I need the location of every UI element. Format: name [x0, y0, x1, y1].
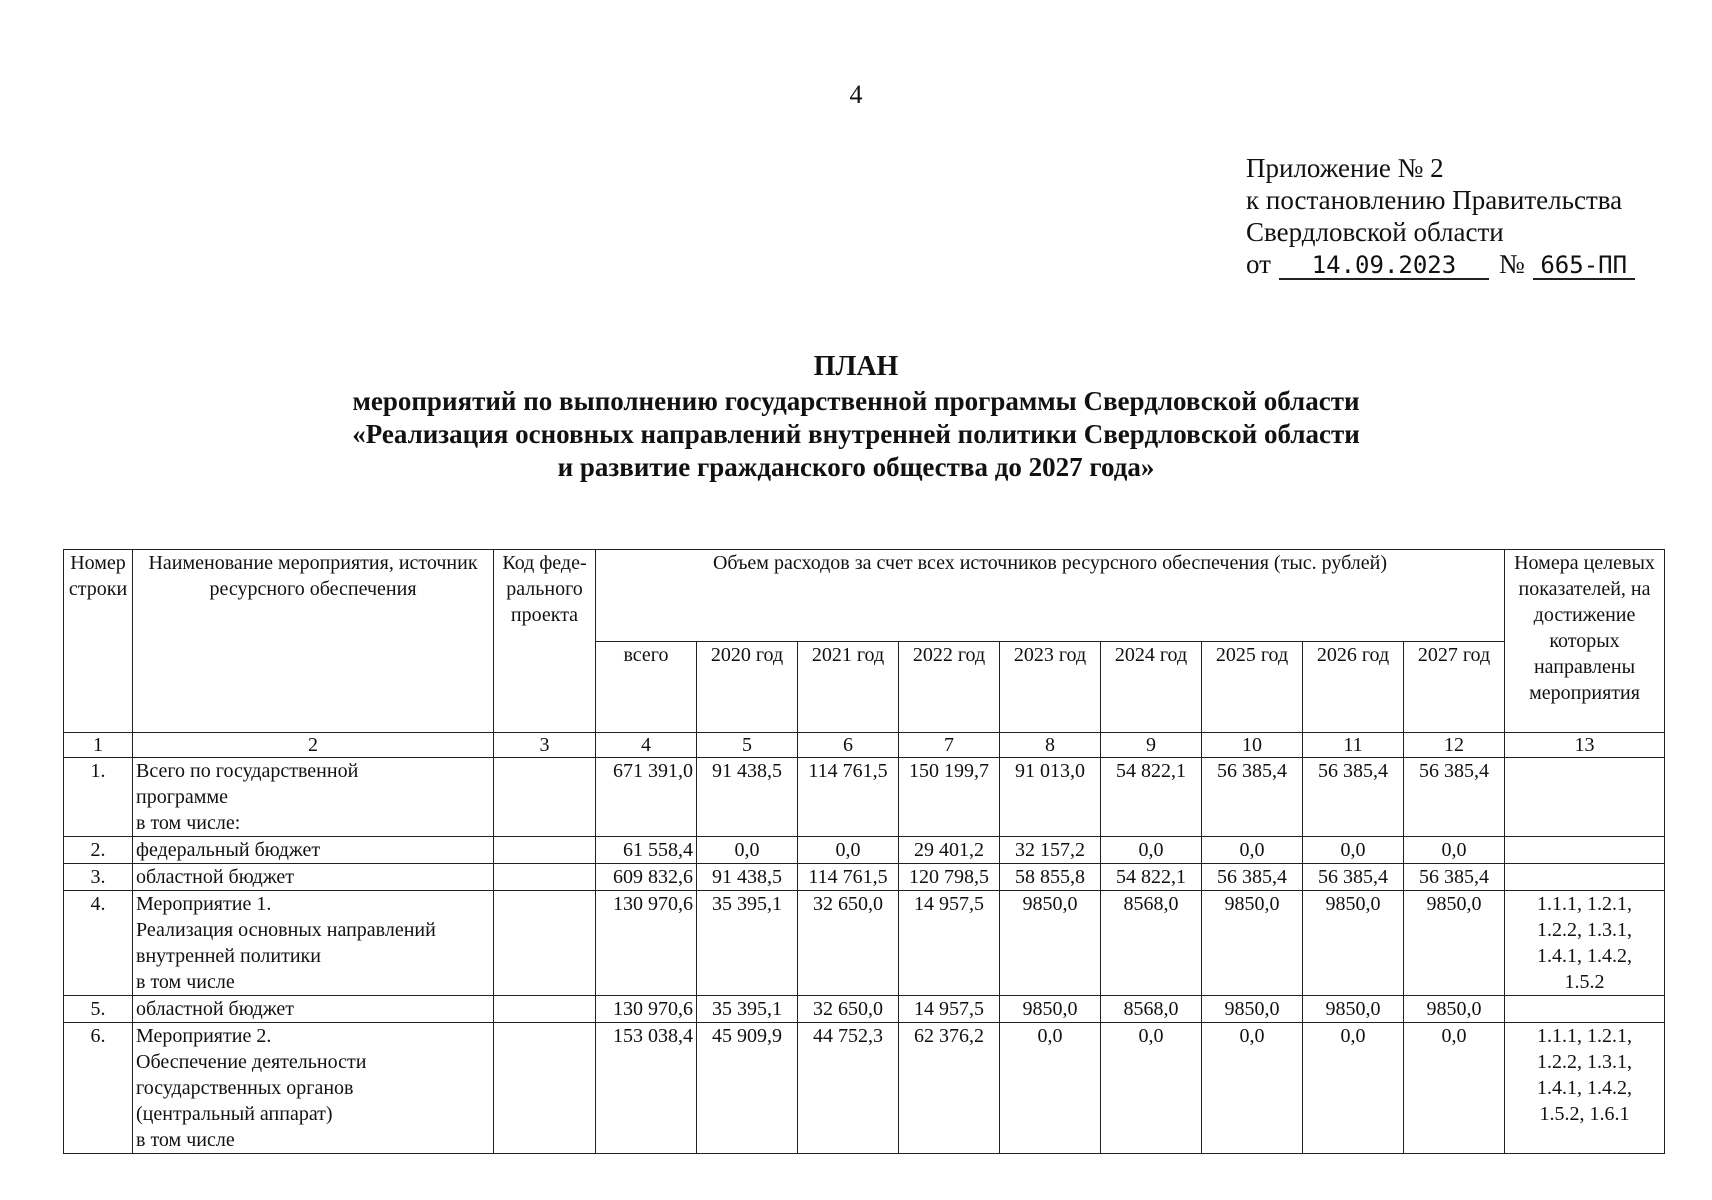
row-targets-cell [1505, 1023, 1665, 1154]
header-total: всего [596, 641, 697, 733]
row-target-line: 1.2.2, 1.3.1, [1537, 1051, 1633, 1073]
row-y2023-cell: 9850,0 [1000, 891, 1101, 996]
row-number-cell: 4. [64, 891, 133, 996]
row-y2020-cell: 91 438,5 [697, 758, 798, 837]
header-targets: Номера целевых показателей, на достижение которых направлены мероприятия [1505, 550, 1665, 733]
row-y2022-cell: 120 798,5 [899, 864, 1000, 891]
row-target-line: 1.2.2, 1.3.1, [1537, 919, 1633, 941]
row-number-cell: 5. [64, 996, 133, 1023]
title-line-3: и развитие гражданского общества до 2027 года» [557, 452, 1155, 482]
row-name-line: государственных органов [136, 1077, 354, 1099]
header-2024: 2024 год [1101, 641, 1202, 733]
row-y2023-cell: 32 157,2 [1000, 837, 1101, 864]
header-code: Код феде-рального проекта [494, 550, 596, 733]
resolution-number: 665-ПП [1533, 252, 1635, 280]
row-y2025-cell: 9850,0 [1202, 996, 1303, 1023]
column-number: 8 [1000, 733, 1101, 758]
column-number: 10 [1202, 733, 1303, 758]
row-y2023-cell: 58 855,8 [1000, 864, 1101, 891]
row-code-cell [494, 758, 596, 837]
row-total-cell: 61 558,4 [596, 837, 697, 864]
row-name-line: Обеспечение деятельности [136, 1051, 367, 1073]
row-name-line: в том числе [136, 1129, 235, 1151]
row-y2021-cell: 114 761,5 [798, 758, 899, 837]
column-number: 11 [1303, 733, 1404, 758]
table-body [64, 758, 1665, 1154]
row-name-line: Мероприятие 2. [136, 1025, 272, 1047]
row-total-cell: 153 038,4 [596, 1023, 697, 1154]
row-y2020-cell: 35 395,1 [697, 996, 798, 1023]
row-y2024-cell: 0,0 [1101, 837, 1202, 864]
row-y2025-cell: 9850,0 [1202, 891, 1303, 996]
row-y2024-cell: 54 822,1 [1101, 758, 1202, 837]
row-name-cell [133, 891, 494, 996]
row-code-cell [494, 864, 596, 891]
row-name-line: Мероприятие 1. [136, 893, 272, 915]
row-name-line: (центральный аппарат) [136, 1103, 333, 1125]
appendix-line-1: Приложение № 2 [1246, 153, 1444, 183]
row-y2025-cell: 0,0 [1202, 837, 1303, 864]
row-y2023-cell: 91 013,0 [1000, 758, 1101, 837]
row-y2020-cell: 91 438,5 [697, 864, 798, 891]
row-y2022-cell: 150 199,7 [899, 758, 1000, 837]
row-name-line: в том числе [136, 971, 235, 993]
header-name: Наименование мероприятия, источник ресурсного обеспечения [133, 550, 494, 733]
row-name-line: Всего по государственной [136, 760, 359, 782]
row-targets-cell [1505, 758, 1665, 837]
header-2026: 2026 год [1303, 641, 1404, 733]
header-2020: 2020 год [697, 641, 798, 733]
plan-table [63, 549, 1665, 1154]
number-label: № [1498, 249, 1525, 279]
row-targets-cell [1505, 837, 1665, 864]
row-y2026-cell: 0,0 [1303, 1023, 1404, 1154]
row-code-cell [494, 891, 596, 996]
appendix-line-3: Свердловской области [1246, 217, 1504, 247]
row-y2024-cell: 0,0 [1101, 1023, 1202, 1154]
row-y2025-cell: 56 385,4 [1202, 864, 1303, 891]
row-number-cell: 6. [64, 1023, 133, 1154]
row-name-line: в том числе: [136, 812, 241, 834]
row-y2027-cell: 0,0 [1404, 837, 1505, 864]
row-code-cell [494, 996, 596, 1023]
row-total-cell: 671 391,0 [596, 758, 697, 837]
row-y2027-cell: 56 385,4 [1404, 758, 1505, 837]
resolution-date: 14.09.2023 [1279, 252, 1489, 280]
row-target-line: 1.1.1, 1.2.1, [1537, 893, 1633, 915]
row-target-line: 1.4.1, 1.4.2, [1537, 945, 1633, 967]
header-2023: 2023 год [1000, 641, 1101, 733]
row-targets-cell [1505, 891, 1665, 996]
title-line-1: мероприятий по выполнению государственной программы Свердловской области [352, 386, 1360, 416]
row-name-line: областной бюджет [136, 866, 295, 888]
row-y2026-cell: 56 385,4 [1303, 864, 1404, 891]
row-y2026-cell: 0,0 [1303, 837, 1404, 864]
row-y2027-cell: 0,0 [1404, 1023, 1505, 1154]
row-name-line: областной бюджет [136, 998, 295, 1020]
row-y2027-cell: 56 385,4 [1404, 864, 1505, 891]
column-number: 13 [1505, 733, 1665, 758]
column-number: 9 [1101, 733, 1202, 758]
header-expenses-group: Объем расходов за счет всех источников ресурсного обеспечения (тыс. рублей) [596, 550, 1505, 642]
row-y2022-cell: 29 401,2 [899, 837, 1000, 864]
table-row [64, 1023, 1665, 1154]
title-line-2: «Реализация основных направлений внутренней политики Свердловской области [352, 419, 1360, 449]
row-y2025-cell: 56 385,4 [1202, 758, 1303, 837]
row-code-cell [494, 1023, 596, 1154]
column-number: 5 [697, 733, 798, 758]
header-2021: 2021 год [798, 641, 899, 733]
row-y2024-cell: 8568,0 [1101, 996, 1202, 1023]
row-y2021-cell: 44 752,3 [798, 1023, 899, 1154]
column-number: 12 [1404, 733, 1505, 758]
appendix-date-line [1246, 248, 1635, 280]
header-2022: 2022 год [899, 641, 1000, 733]
row-name-cell [133, 996, 494, 1023]
row-y2026-cell: 56 385,4 [1303, 758, 1404, 837]
from-label: от [1246, 249, 1271, 279]
column-number: 7 [899, 733, 1000, 758]
row-y2021-cell: 32 650,0 [798, 891, 899, 996]
row-target-line: 1.1.1, 1.2.1, [1537, 1025, 1633, 1047]
row-target-line: 1.5.2 [1564, 971, 1605, 993]
row-name-cell [133, 864, 494, 891]
column-number: 6 [798, 733, 899, 758]
row-number-cell: 1. [64, 758, 133, 837]
table-row [64, 864, 1665, 891]
page-number: 4 [849, 80, 863, 109]
header-row-number: Номер строки [64, 550, 133, 733]
row-y2026-cell: 9850,0 [1303, 891, 1404, 996]
appendix-line-2: к постановлению Правительства [1246, 185, 1623, 215]
row-target-line: 1.4.1, 1.4.2, [1537, 1077, 1633, 1099]
row-y2022-cell: 14 957,5 [899, 996, 1000, 1023]
row-total-cell: 130 970,6 [596, 996, 697, 1023]
row-code-cell [494, 837, 596, 864]
column-number: 2 [133, 733, 494, 758]
row-name-cell [133, 1023, 494, 1154]
table-row [64, 891, 1665, 996]
row-y2022-cell: 14 957,5 [899, 891, 1000, 996]
header-2027: 2027 год [1404, 641, 1505, 733]
column-number: 3 [494, 733, 596, 758]
document-title [0, 350, 1712, 484]
row-y2021-cell: 0,0 [798, 837, 899, 864]
row-y2023-cell: 9850,0 [1000, 996, 1101, 1023]
row-name-line: программе [136, 786, 228, 808]
row-y2025-cell: 0,0 [1202, 1023, 1303, 1154]
row-name-line: Реализация основных направлений [136, 919, 436, 941]
row-y2026-cell: 9850,0 [1303, 996, 1404, 1023]
table-row [64, 837, 1665, 864]
row-y2027-cell: 9850,0 [1404, 891, 1505, 996]
row-target-line: 1.5.2, 1.6.1 [1539, 1103, 1630, 1125]
row-y2027-cell: 9850,0 [1404, 996, 1505, 1023]
row-name-line: внутренней политики [136, 945, 321, 967]
row-targets-cell [1505, 996, 1665, 1023]
row-number-cell: 2. [64, 837, 133, 864]
appendix-block [1246, 152, 1635, 280]
column-number: 4 [596, 733, 697, 758]
row-name-cell [133, 758, 494, 837]
column-number: 1 [64, 733, 133, 758]
row-y2021-cell: 114 761,5 [798, 864, 899, 891]
row-y2023-cell: 0,0 [1000, 1023, 1101, 1154]
row-y2021-cell: 32 650,0 [798, 996, 899, 1023]
row-y2024-cell: 54 822,1 [1101, 864, 1202, 891]
row-y2020-cell: 35 395,1 [697, 891, 798, 996]
row-y2022-cell: 62 376,2 [899, 1023, 1000, 1154]
title-main: ПЛАН [813, 351, 899, 382]
row-y2020-cell: 45 909,9 [697, 1023, 798, 1154]
row-total-cell: 609 832,6 [596, 864, 697, 891]
row-name-cell [133, 837, 494, 864]
row-y2020-cell: 0,0 [697, 837, 798, 864]
row-targets-cell [1505, 864, 1665, 891]
row-name-line: федеральный бюджет [136, 839, 321, 861]
column-numbers-row [64, 733, 1665, 758]
header-2025: 2025 год [1202, 641, 1303, 733]
row-number-cell: 3. [64, 864, 133, 891]
row-total-cell: 130 970,6 [596, 891, 697, 996]
row-y2024-cell: 8568,0 [1101, 891, 1202, 996]
table-row [64, 996, 1665, 1023]
table-row [64, 758, 1665, 837]
